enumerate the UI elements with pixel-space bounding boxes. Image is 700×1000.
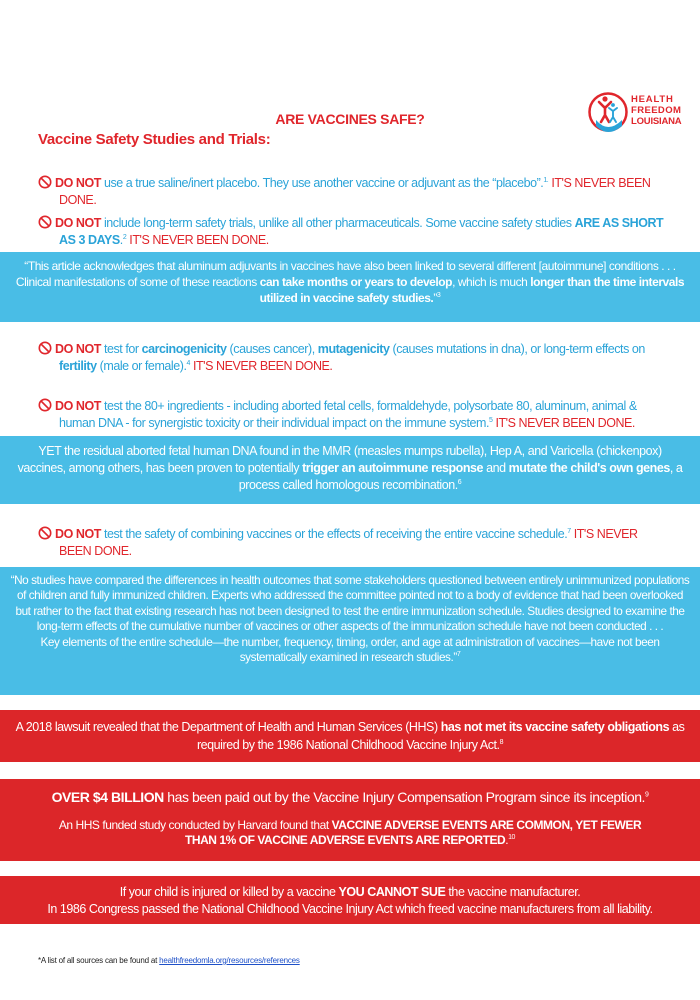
sue-text: If your child is injured or killed by a vaccine — [119, 885, 339, 899]
item-tail: IT'S NEVER BEEN DONE. — [492, 416, 635, 430]
item-text: (causes cancer), — [226, 342, 318, 356]
item-lead: DO NOT — [55, 399, 101, 413]
item-tail: IT'S NEVER BEEN DONE. — [189, 359, 333, 373]
dna-ref: 6 — [457, 478, 462, 486]
quote-bold: can take months or years to develop — [259, 275, 453, 289]
item-text: use a true saline/inert placebo. They use another vaccine or adjuvant as the “placebo”. — [100, 176, 544, 190]
harvard-ref: 10 — [508, 834, 515, 841]
sue-line — [14, 884, 686, 901]
dna-bold: mutate the child's own genes — [508, 461, 670, 475]
item-ref: 1. — [543, 176, 549, 184]
immunization-schedule-quote-band — [0, 567, 700, 695]
item-ref: 2 — [122, 233, 127, 241]
dna-text: and — [483, 461, 509, 475]
dna-text: YET the residual aborted fetal human DNA found in the MMR (measles mumps rubella), Hep A, and Varicella (chickenpox) vaccines, among others, has been proven to potentially — [17, 444, 662, 475]
logo-line-1: HEALTH — [631, 94, 674, 105]
prohibited-icon — [38, 526, 52, 540]
prohibited-icon — [38, 341, 52, 355]
quote-bold: longer than the time intervals utilized in vaccine safety studies. — [259, 275, 685, 305]
item-tail: IT'S NEVER BEEN DONE. — [59, 176, 651, 207]
billion-ref: 9 — [644, 791, 649, 799]
item-tail: IT'S NEVER BEEN DONE. — [126, 233, 269, 247]
quote-ref: 3 — [436, 292, 441, 299]
list-item — [38, 526, 666, 560]
lawsuit-bold: has not met its vaccine safety obligations — [440, 720, 670, 734]
prohibited-icon — [38, 175, 52, 189]
logo-line-2: FREEDOM — [631, 105, 682, 116]
item-tail: IT'S NEVER BEEN DONE. — [59, 527, 638, 558]
item-text: (male or female). — [96, 359, 187, 373]
lawsuit-text: A 2018 lawsuit revealed that the Department of Health and Human Services (HHS) — [15, 720, 441, 734]
prohibited-icon — [38, 215, 52, 229]
item-bold: fertility — [59, 359, 97, 373]
compensation-band — [0, 779, 700, 861]
list-item — [38, 341, 666, 375]
lawsuit-band — [0, 710, 700, 762]
harvard-text: . — [505, 833, 509, 847]
page-title: ARE VACCINES SAFE? — [275, 111, 425, 127]
logo-line-3: LOUISIANA — [631, 116, 682, 127]
item-text: test the 80+ ingredients - including aborted fetal cells, formaldehyde, polysorbate 80, aluminum, animal & human DNA - for synergistic toxicity or their individual impact on the immune system. — [59, 399, 637, 430]
aluminum-quote-band — [0, 252, 700, 322]
item-lead: DO NOT — [55, 342, 101, 356]
item-lead: DO NOT — [55, 176, 101, 190]
quote-text: , which is much — [452, 275, 531, 289]
item-lead: DO NOT — [55, 216, 101, 230]
section-subtitle: Vaccine Safety Studies and Trials: — [38, 131, 271, 148]
list-item — [38, 398, 666, 432]
quote-text: Key elements of the entire schedule—the number, frequency, timing, order, and age at administration of vaccines—have not been systematically examined in research studies.” — [40, 634, 660, 665]
item-ref: 4 — [186, 359, 190, 367]
quote-ref: 7 — [456, 651, 461, 659]
sue-bold: YOU CANNOT SUE — [338, 885, 446, 899]
item-bold: mutagenicity — [317, 342, 390, 356]
item-lead: DO NOT — [55, 527, 101, 541]
harvard-text: An HHS funded study conducted by Harvard found that — [58, 818, 332, 832]
quote-text: ” — [433, 291, 437, 305]
fetal-dna-band — [0, 436, 700, 504]
sue-text: the vaccine manufacturer. — [445, 885, 581, 899]
prohibited-icon — [38, 398, 52, 412]
references-link[interactable]: healthfreedomla.org/resources/references — [159, 956, 300, 965]
list-item — [38, 175, 666, 209]
item-ref: 7 — [567, 527, 571, 535]
lawsuit-ref: 8 — [499, 738, 504, 746]
quote-text: “This article acknowledges that aluminum adjuvants in vaccines have also been linked to several different [autoimmune] conditions . . . Clinical manifestations of some of these reactions — [15, 259, 676, 289]
item-text: (causes mutations in dna), or long-term effects on — [389, 342, 645, 356]
item-text: . — [119, 233, 123, 247]
billion-line — [14, 788, 686, 806]
sue-line-2: In 1986 Congress passed the National Childhood Vaccine Injury Act which freed vaccine manufacturers from all liability. — [47, 902, 653, 916]
quote-paragraph-2 — [10, 635, 690, 666]
footnote-text: *A list of all sources can be found at — [38, 956, 160, 965]
lawsuit-text: as required by the 1986 National Childhood Vaccine Injury Act. — [196, 720, 685, 752]
item-bold: carcinogenicity — [141, 342, 227, 356]
harvard-line — [14, 818, 686, 848]
item-ref: 5 — [488, 416, 493, 424]
footnote — [38, 956, 300, 965]
list-item — [38, 215, 666, 249]
harvard-bold: VACCINE ADVERSE EVENTS ARE COMMON, YET FEWER THAN 1% OF VACCINE ADVERSE EVENTS ARE REPORTED — [184, 818, 642, 847]
item-text: include long-term safety trials, unlike all other pharmaceuticals. Some vaccine safety studies — [100, 216, 575, 230]
billion-text: has been paid out by the Vaccine Injury Compensation Program since its inception. — [163, 789, 645, 805]
item-bold: ARE AS SHORT AS 3 DAYS — [59, 216, 664, 247]
dna-bold: trigger an autoimmune response — [302, 461, 484, 475]
billion-bold: OVER $4 BILLION — [51, 789, 164, 805]
item-text: test the safety of combining vaccines or the effects of receiving the entire vaccine schedule. — [100, 527, 568, 541]
dna-text: , a process called homologous recombination. — [238, 461, 683, 492]
quote-paragraph: “No studies have compared the differences in health outcomes that some stakeholders questioned between entirely unimmunized populations of children and fully immunized children. Experts who addressed the committee pointed not to a body of evidence that had been overlooked but rather to the fact that existing research has not been designed to test the entire immunization schedule. Studies designed to examine the long-term effects of the cumulative number of vaccines or other aspects of the immunization schedule have not been conducted . . . — [10, 573, 690, 634]
item-text: test for — [100, 342, 142, 356]
cannot-sue-band — [0, 876, 700, 924]
